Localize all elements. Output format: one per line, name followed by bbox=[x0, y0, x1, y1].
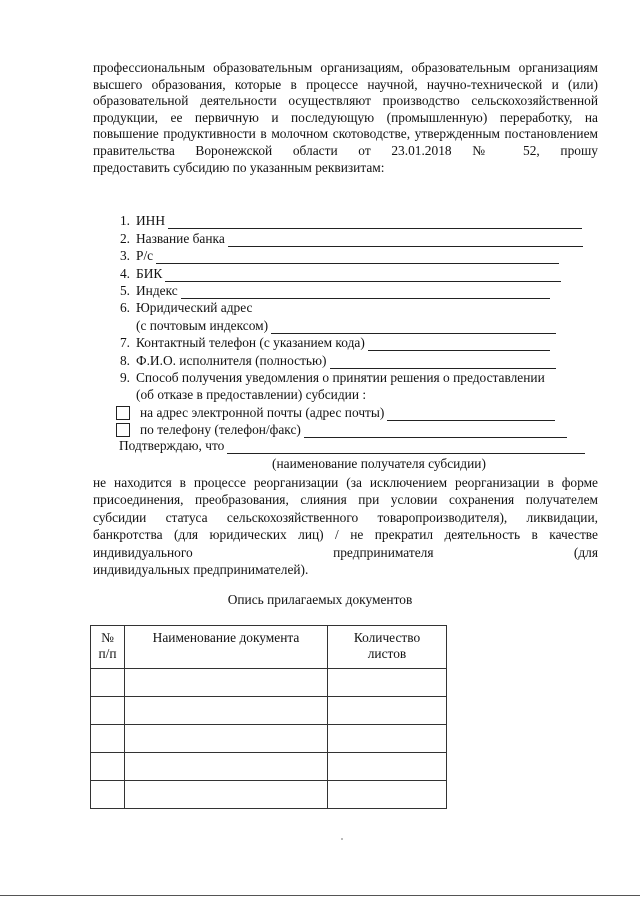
table-header-row bbox=[91, 626, 447, 669]
option-email bbox=[110, 403, 602, 420]
executor-name-input-line[interactable] bbox=[330, 355, 556, 369]
field-number: 2. bbox=[119, 230, 130, 246]
legal-address-input-line[interactable] bbox=[271, 320, 556, 334]
inventory-table bbox=[90, 625, 447, 809]
recipient-name-input-line[interactable] bbox=[227, 440, 585, 454]
header-number: № п/п bbox=[91, 626, 125, 669]
option-label: по телефону (телефон/факс) bbox=[140, 422, 301, 438]
cell-document-name[interactable] bbox=[125, 669, 328, 697]
phone-input-line[interactable] bbox=[368, 337, 550, 351]
field-label: Способ получения уведомления о принятии решения о предоставлении bbox=[136, 369, 545, 385]
field-number: 4. bbox=[119, 265, 130, 281]
field-label: Контактный телефон (с указанием кода) bbox=[136, 335, 365, 351]
field-label: (с почтовым индексом) bbox=[136, 317, 269, 333]
inn-input-line[interactable] bbox=[168, 215, 582, 229]
bank-name-input-line[interactable] bbox=[228, 233, 583, 247]
inventory-title: Опись прилагаемых документов bbox=[227, 592, 413, 607]
intro-last-line: предоставить субсидию по указанным реквизитам: bbox=[93, 159, 385, 175]
field-phone bbox=[110, 334, 602, 351]
field-label: Индекс bbox=[136, 282, 178, 298]
cell-number[interactable] bbox=[91, 669, 125, 697]
cell-number[interactable] bbox=[91, 697, 125, 725]
confirmation-text: не находится в процессе реорганизации (за исключением реорганизации в форме присоединения, преобразования, слияния при условии сохранения получателем субсидии статуса сельскохозяйственного товаропроизводителя), ликвидации, банкротства (для юридических лиц) / не прекратил деятельность в качестве индивидуального предпринимателя (для bbox=[93, 475, 598, 560]
confirmation-paragraph bbox=[93, 474, 598, 578]
cell-sheet-count[interactable] bbox=[328, 781, 447, 809]
cell-document-name[interactable] bbox=[125, 781, 328, 809]
scan-speck bbox=[341, 838, 343, 840]
phone-checkbox[interactable] bbox=[116, 423, 130, 437]
field-label: ИНН bbox=[136, 213, 166, 229]
table-row bbox=[91, 781, 447, 809]
field-account bbox=[110, 247, 602, 264]
postcode-input-line[interactable] bbox=[181, 285, 550, 299]
cell-sheet-count[interactable] bbox=[328, 669, 447, 697]
requisites-list bbox=[110, 212, 602, 438]
field-label: Юридический адрес bbox=[136, 300, 253, 316]
field-number: 3. bbox=[119, 248, 130, 264]
cell-number[interactable] bbox=[91, 753, 125, 781]
field-inn bbox=[110, 212, 602, 229]
cell-document-name[interactable] bbox=[125, 753, 328, 781]
option-label: на адрес электронной почты (адрес почты) bbox=[140, 404, 385, 420]
field-bank-name bbox=[110, 229, 602, 246]
field-notification-method bbox=[110, 369, 602, 386]
table-row bbox=[91, 725, 447, 753]
field-legal-address bbox=[110, 299, 602, 316]
cell-document-name[interactable] bbox=[125, 725, 328, 753]
field-number: 5. bbox=[119, 282, 130, 298]
confirm-row bbox=[119, 437, 599, 454]
option-phone bbox=[110, 421, 602, 438]
email-input-line[interactable] bbox=[387, 407, 555, 421]
field-postcode bbox=[110, 282, 602, 299]
header-document-name: Наименование документа bbox=[125, 626, 328, 669]
table-row bbox=[91, 753, 447, 781]
table-row bbox=[91, 697, 447, 725]
field-label: Р/с bbox=[136, 248, 154, 264]
cell-document-name[interactable] bbox=[125, 697, 328, 725]
cell-number[interactable] bbox=[91, 781, 125, 809]
field-number: 7. bbox=[119, 335, 130, 351]
cell-sheet-count[interactable] bbox=[328, 697, 447, 725]
field-label: Название банка bbox=[136, 230, 225, 246]
field-notification-method-cont bbox=[110, 386, 602, 403]
intro-paragraph bbox=[93, 60, 598, 176]
confirmation-last-line: индивидуальных предпринимателей). bbox=[93, 562, 309, 578]
header-sheet-count: Количество листов bbox=[328, 626, 447, 669]
recipient-caption: (наименование получателя субсидии) bbox=[272, 456, 486, 471]
field-number: 8. bbox=[119, 352, 130, 368]
account-input-line[interactable] bbox=[156, 250, 559, 264]
cell-sheet-count[interactable] bbox=[328, 725, 447, 753]
confirm-label: Подтверждаю, что bbox=[119, 438, 225, 453]
bik-input-line[interactable] bbox=[165, 268, 561, 282]
field-legal-address-postcode bbox=[110, 316, 602, 333]
bottom-rule bbox=[0, 895, 640, 896]
field-label: Ф.И.О. исполнителя (полностью) bbox=[136, 352, 327, 368]
phone-fax-input-line[interactable] bbox=[304, 424, 567, 438]
field-number: 9. bbox=[119, 369, 130, 385]
field-bik bbox=[110, 264, 602, 281]
cell-number[interactable] bbox=[91, 725, 125, 753]
cell-sheet-count[interactable] bbox=[328, 753, 447, 781]
table-row bbox=[91, 669, 447, 697]
confirm-line-row bbox=[119, 437, 599, 454]
field-number: 6. bbox=[119, 300, 130, 316]
email-checkbox[interactable] bbox=[116, 406, 130, 420]
field-number: 1. bbox=[119, 213, 130, 229]
field-label: БИК bbox=[136, 265, 163, 281]
field-executor-name bbox=[110, 351, 602, 368]
field-label: (об отказе в предоставлении) субсидии : bbox=[136, 387, 367, 403]
intro-text: профессиональным образовательным организациям, образовательным организациям высшего образования, которые в процессе научной, научно-технической и (или) образовательной деятельности осуществляют производство сельскохозяйственной продукции, ее первичную и последующую (промышленную) переработку, на повышение продуктивности в молочном скотоводстве, утвержденным постановлением правительства Воронежской области от 23.01.2018 № 52, прошу bbox=[93, 60, 598, 158]
